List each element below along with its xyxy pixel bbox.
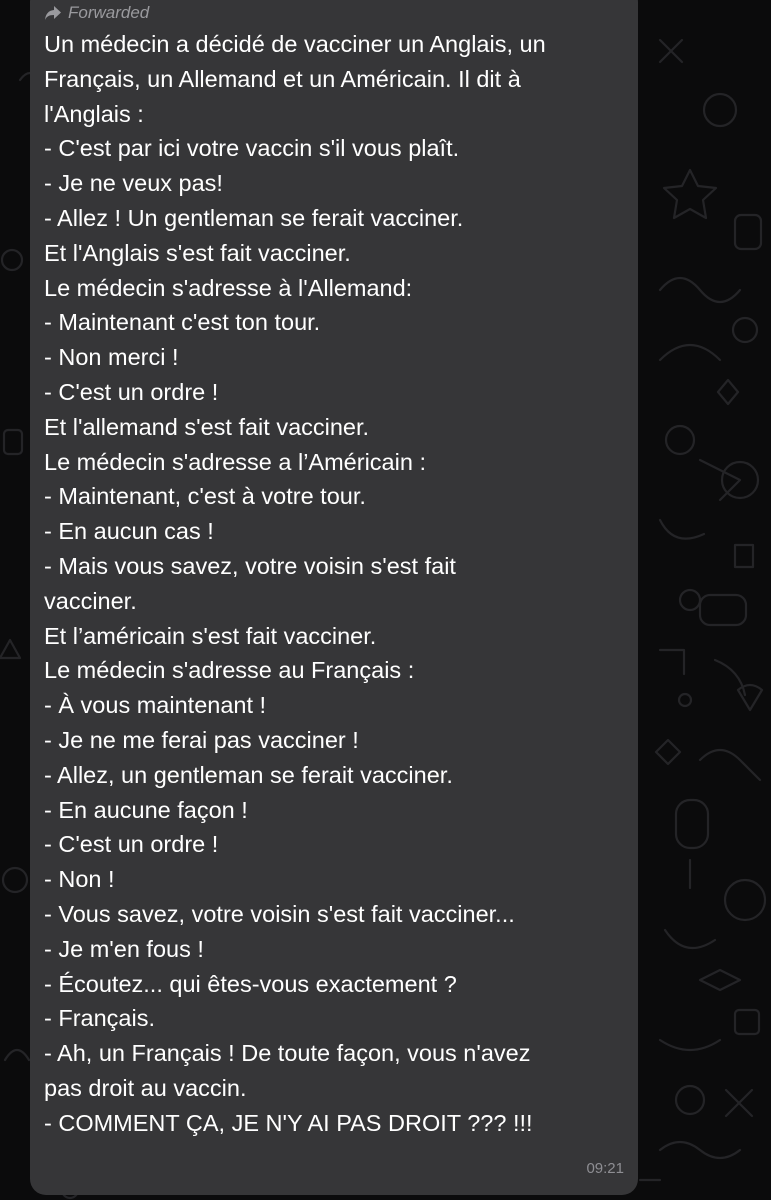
message-line: - En aucune façon ! [44, 796, 248, 823]
message-line: - Vous savez, votre voisin s'est fait vacciner... [44, 900, 515, 927]
message-line: l'Anglais : [44, 100, 144, 127]
message-line: - Je ne me ferai pas vacciner ! [44, 726, 359, 753]
message-line: - Je ne veux pas! [44, 170, 223, 197]
message-line: - Allez ! Un gentleman se ferait vacciner. [44, 204, 464, 231]
message-timestamp: 09:21 [586, 1160, 624, 1177]
message-line: - C'est un ordre ! [44, 831, 219, 858]
message-line: Français, un Allemand et un Américain. Il dit à [44, 65, 521, 92]
message-line: - À vous maintenant ! [44, 692, 267, 719]
message-line: Le médecin s'adresse au Français : [44, 657, 415, 684]
message-line: - Maintenant, c'est à votre tour. [44, 483, 366, 510]
message-line: vacciner. [44, 587, 137, 614]
message-line: pas droit au vaccin. [44, 1074, 247, 1101]
message-line: Et l’américain s'est fait vacciner. [44, 622, 377, 649]
message-line: - Allez, un gentleman se ferait vacciner. [44, 761, 453, 788]
message-line: - COMMENT ÇA, JE N'Y AI PAS DROIT ??? !!! [44, 1109, 533, 1136]
message-line: Le médecin s'adresse à l'Allemand: [44, 274, 413, 301]
message-line: - Non merci ! [44, 344, 179, 371]
message-line: - Je m'en fous ! [44, 935, 204, 962]
message-line: - Mais vous savez, votre voisin s'est fait [44, 552, 456, 579]
forwarded-label: Forwarded [68, 3, 150, 22]
message-line: Et l'allemand s'est fait vacciner. [44, 413, 370, 440]
message-line: - Maintenant c'est ton tour. [44, 309, 321, 336]
forward-arrow-icon [44, 5, 62, 21]
message-bubble[interactable] [30, 0, 638, 1195]
forwarded-header [44, 2, 624, 24]
message-line: - Non ! [44, 866, 115, 893]
message-line: - C'est par ici votre vaccin s'il vous plaît. [44, 135, 460, 162]
message-line: Un médecin a décidé de vacciner un Anglais, un [44, 31, 546, 57]
message-line: - En aucun cas ! [44, 518, 214, 545]
message-line: - Ah, un Français ! De toute façon, vous n'avez [44, 1040, 531, 1067]
message-line: - Écoutez... qui êtes-vous exactement ? [44, 970, 457, 997]
message-text [44, 27, 624, 1141]
message-line: - C'est un ordre ! [44, 378, 219, 405]
message-line: Et l'Anglais s'est fait vacciner. [44, 239, 351, 266]
message-line: - Français. [44, 1005, 155, 1032]
message-line: Le médecin s'adresse a l’Américain : [44, 448, 426, 475]
